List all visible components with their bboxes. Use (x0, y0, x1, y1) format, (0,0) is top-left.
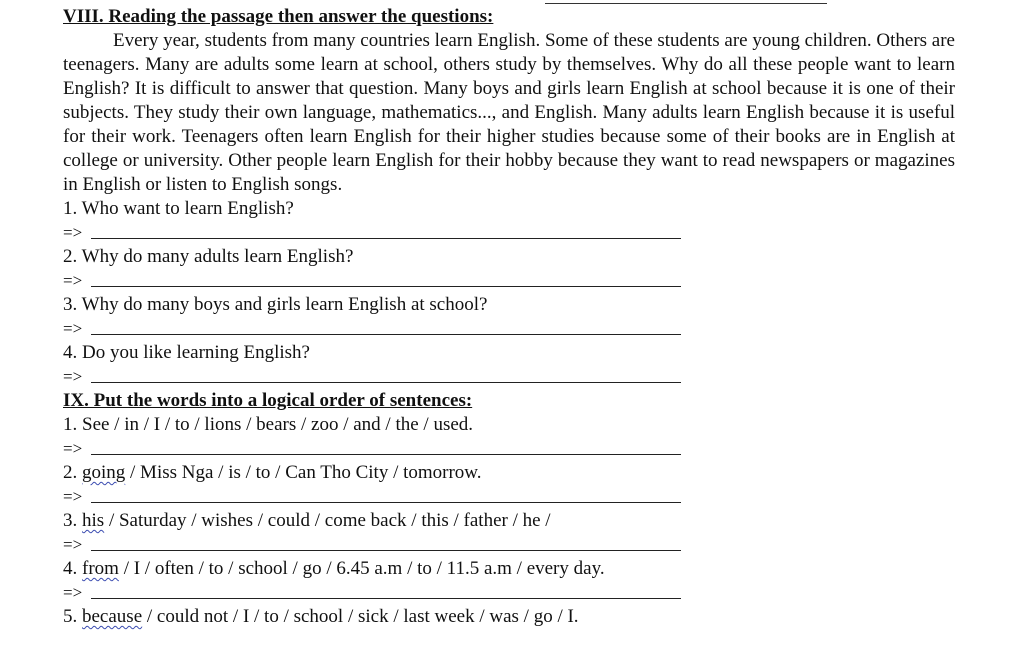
answer-rule (91, 334, 681, 335)
item-number: 2. (63, 462, 82, 483)
item-number: 4. (63, 558, 82, 579)
answer-rule (91, 454, 681, 455)
answer-rule (91, 382, 681, 383)
item-words: / Miss Nga / is / to / Can Tho City / tomorrow. (125, 462, 482, 483)
answer-line-3[interactable] (63, 317, 963, 341)
item-number: 5. (63, 606, 82, 627)
question-2: 2. Why do many adults learn English? (63, 246, 354, 267)
question-4: 4. Do you like learning English? (63, 342, 310, 363)
item-words: / Saturday / wishes / could / come back / this / father / he / (104, 510, 551, 531)
answer-rule (91, 550, 681, 551)
item-number: 1. (63, 414, 82, 435)
answer-arrow: => (63, 487, 83, 506)
reorder-item-4 (63, 557, 963, 581)
reorder-block (63, 413, 963, 629)
answer-line-4[interactable] (63, 365, 963, 389)
spellcheck-word: his (82, 510, 105, 531)
answer-rule (91, 502, 681, 503)
reorder-item-5 (63, 605, 963, 629)
question-block (63, 197, 963, 389)
answer-rule (91, 598, 681, 599)
answer-line-1[interactable] (63, 221, 963, 245)
answer-line-7[interactable] (63, 533, 963, 557)
answer-arrow: => (63, 367, 83, 386)
worksheet (63, 5, 963, 629)
reorder-item-2 (63, 461, 963, 485)
item-words: See / in / I / to / lions / bears / zoo / and / the / used. (82, 414, 474, 435)
answer-arrow: => (63, 271, 83, 290)
answer-line-5[interactable] (63, 437, 963, 461)
item-words: / I / often / to / school / go / 6.45 a.m / to / 11.5 a.m / every day. (118, 558, 605, 579)
answer-arrow: => (63, 223, 83, 242)
spellcheck-word: because (82, 606, 143, 627)
spellcheck-word: from (82, 558, 119, 579)
question-1: 1. Who want to learn English? (63, 198, 294, 219)
reorder-item-1 (63, 413, 963, 437)
answer-line-6[interactable] (63, 485, 963, 509)
reorder-item-3 (63, 509, 963, 533)
answer-line-8[interactable] (63, 581, 963, 605)
section-8-heading: VIII. Reading the passage then answer the questions: (63, 6, 494, 27)
answer-rule (91, 238, 681, 239)
answer-line-2[interactable] (63, 269, 963, 293)
answer-rule (91, 286, 681, 287)
reading-passage: Every year, students from many countries learn English. Some of these students are young children. Others are teenagers. Many are adults some learn at school, others study by themselves. Why do all these people want to learn English? It is difficult to answer that question. Many boys and girls learn English at school because it is one of their subjects. They study their own language, mathematics..., and English. Many adults learn English because it is useful for their work. Teenagers often learn English for their higher studies because some of their books are in English at college or university. Other people learn English for their hobby because they want to read newspapers or magazines in English or listen to English songs. (63, 30, 955, 195)
question-3: 3. Why do many boys and girls learn English at school? (63, 294, 488, 315)
item-number: 3. (63, 510, 82, 531)
section-9-heading: IX. Put the words into a logical order of sentences: (63, 390, 473, 411)
answer-arrow: => (63, 319, 83, 338)
spellcheck-word: going (82, 462, 126, 483)
answer-arrow: => (63, 583, 83, 602)
top-rule (545, 3, 827, 4)
item-words: / could not / I / to / school / sick / last week / was / go / I. (142, 606, 579, 627)
answer-arrow: => (63, 439, 83, 458)
answer-arrow: => (63, 535, 83, 554)
